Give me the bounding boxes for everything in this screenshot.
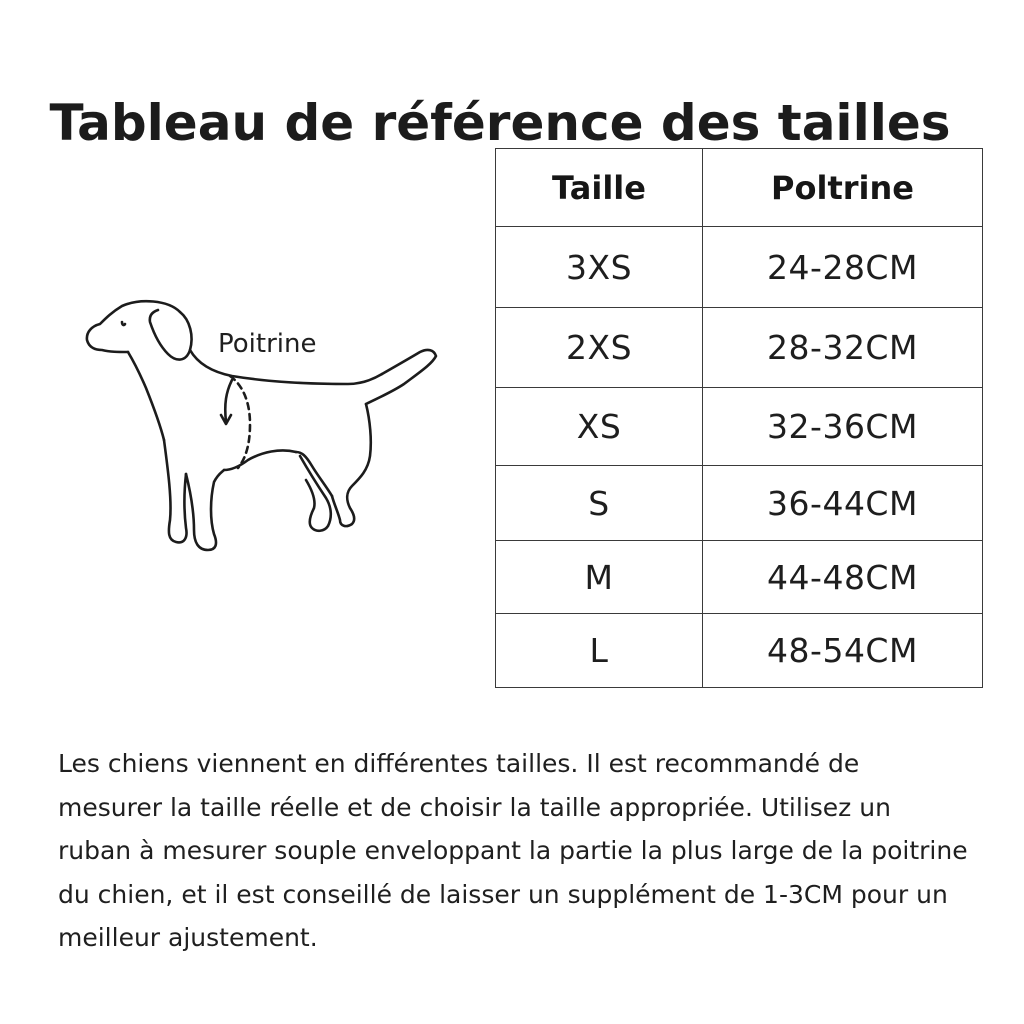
chest-cell: 48-54CM [703, 614, 983, 688]
chest-cell: 24-28CM [703, 227, 983, 308]
size-cell: XS [496, 388, 703, 466]
header-chest: Poltrine [703, 149, 983, 227]
table-row [496, 614, 983, 688]
header-size: Taille [496, 149, 703, 227]
size-cell: 3XS [496, 227, 703, 308]
size-table [495, 148, 983, 688]
size-cell: M [496, 541, 703, 614]
table-row [496, 227, 983, 308]
size-cell: L [496, 614, 703, 688]
size-cell: 2XS [496, 308, 703, 388]
size-cell: S [496, 466, 703, 541]
page-title: Tableau de référence des tailles [49, 93, 951, 152]
chest-cell: 28-32CM [703, 308, 983, 388]
table-header-row [496, 149, 983, 227]
chest-cell: 44-48CM [703, 541, 983, 614]
table-row [496, 308, 983, 388]
table-row [496, 466, 983, 541]
chest-cell: 36-44CM [703, 466, 983, 541]
chest-label: Poitrine [218, 329, 317, 359]
table-row [496, 388, 983, 466]
table-row [496, 541, 983, 614]
chest-cell: 32-36CM [703, 388, 983, 466]
description-paragraph: Les chiens viennent en différentes tailles. Il est recommandé de mesurer la taille réelle et de choisir la taille appropriée. Utilisez un ruban à mesurer souple enveloppant la partie la plus large de la poitrine du chien, et il est conseillé de laisser un supplément de 1-3CM pour un meilleur ajustement. [58, 749, 968, 952]
